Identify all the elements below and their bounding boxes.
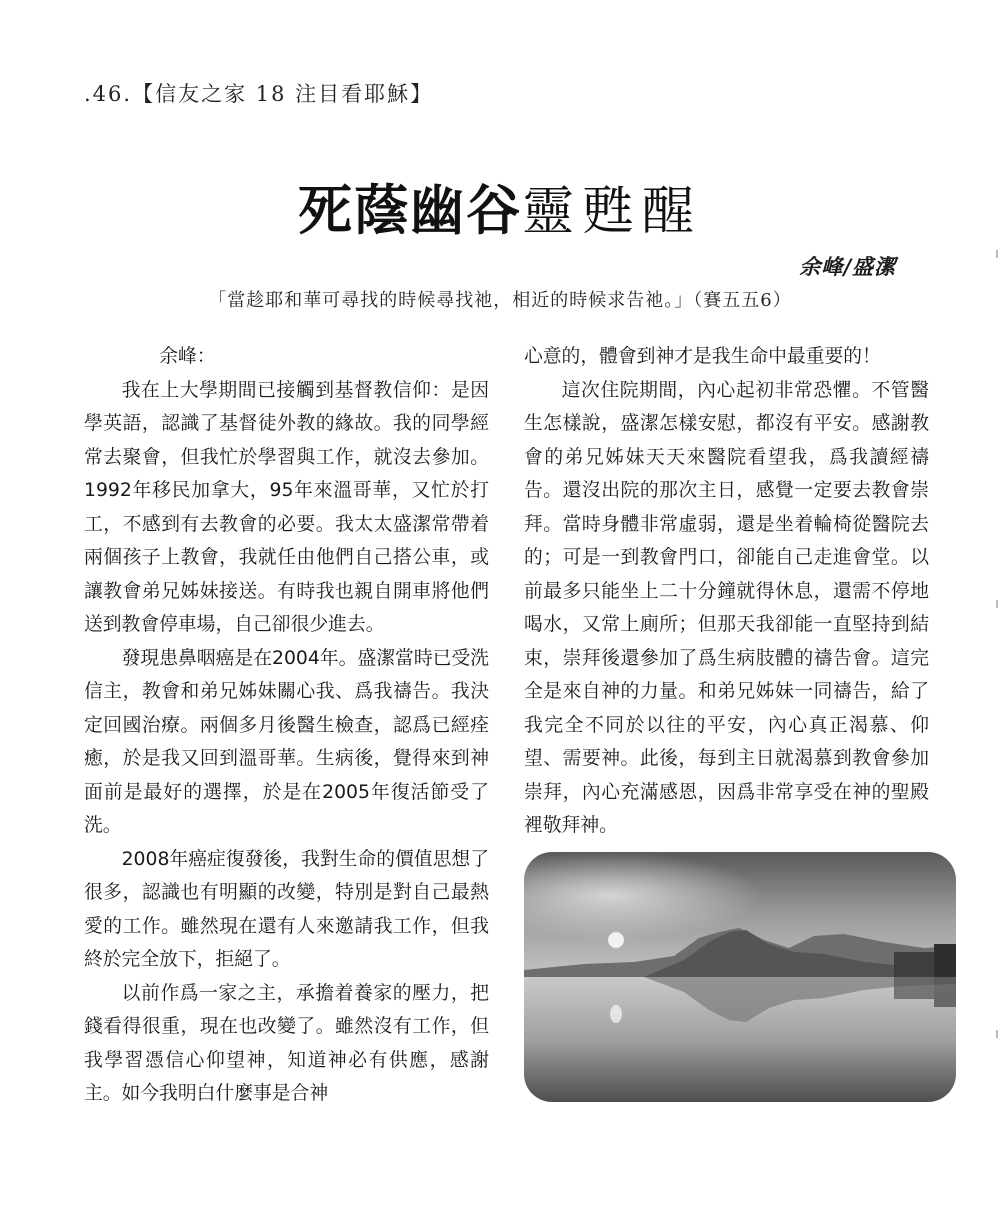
epigraph-quote: 「當趁耶和華可尋找的時候尋找祂，相近的時候求告祂。」（賽五五6） <box>208 290 792 311</box>
paragraph: 發現患鼻咽癌是在2004年。盛潔當時已受洗信主，教會和弟兄姊妹關心我、爲我禱告。我決定回國治療。兩個多月後醫生檢查，認爲已經痊癒，於是我又回到溫哥華。生病後，覺得來到神面前是最好的選擇，於是在2005年復活節受了洗。 <box>84 647 489 836</box>
lake-sunset-photo <box>524 852 956 1102</box>
margin-mark <box>996 1030 998 1038</box>
article-title <box>0 168 1000 245</box>
lake-landscape-image <box>524 852 956 1102</box>
paragraph: 這次住院期間，內心起初非常恐懼。不管醫生怎樣說，盛潔怎樣安慰，都沒有平安。感謝教會的弟兄姊妹天天來醫院看望我，爲我讀經禱告。還沒出院的那次主日，感覺一定要去教會崇拜。當時身體非常虛弱，還是坐着輪椅從醫院去的；可是一到教會門口，卻能自己走進會堂。以前最多只能坐上二十分鐘就得休息，還需不停地喝水，又常上廁所；但那天我卻能一直堅持到結束，崇拜後還參加了爲生病肢體的禱告會。這完全是來自神的力量。和弟兄姊妹一同禱告，給了我完全不同於以往的平安，內心真正渴慕、仰望、需要神。此後，每到主日就渴慕到教會參加崇拜，內心充滿感恩，因爲非常享受在神的聖殿裡敬拜神。 <box>524 379 929 836</box>
article-title-light: 靈甦醒 <box>521 182 702 242</box>
paragraph: 2008年癌症復發後，我對生命的價值思想了很多，認識也有明顯的改變，特別是對自己最熱愛的工作。雖然現在還有人來邀請我工作，但我終於完全放下，拒絕了。 <box>84 848 489 970</box>
left-column <box>84 340 489 1111</box>
speaker-label: 余峰： <box>159 346 216 367</box>
article-author: 余峰/盛潔 <box>799 254 896 279</box>
paragraph: 以前作爲一家之主，承擔着養家的壓力，把錢看得很重，現在也改變了。雖然沒有工作，但我學習憑信心仰望神，知道神必有供應，感謝主。如今我明白什麼事是合神 <box>84 982 489 1104</box>
page-header: .46.【信友之家 18 注目看耶穌】 <box>84 82 434 106</box>
paragraph: 我在上大學期間已接觸到基督教信仰：是因學英語，認識了基督徒外教的緣故。我的同學經常去聚會，但我忙於學習與工作，就沒去參加。1992年移民加拿大，95年來溫哥華，又忙於打工，不感到有去教會的必要。我太太盛潔常帶着兩個孩子上教會，我就任由他們自己搭公車，或讓教會弟兄姊妹接送。有時我也親自開車將他們送到教會停車場，自己卻很少進去。 <box>84 379 489 635</box>
margin-mark <box>996 600 998 608</box>
margin-mark <box>996 250 998 258</box>
paragraph-continuation: 心意的，體會到神才是我生命中最重要的！ <box>524 346 881 367</box>
article-title-bold: 死蔭幽谷 <box>297 179 522 242</box>
right-column <box>524 340 929 843</box>
